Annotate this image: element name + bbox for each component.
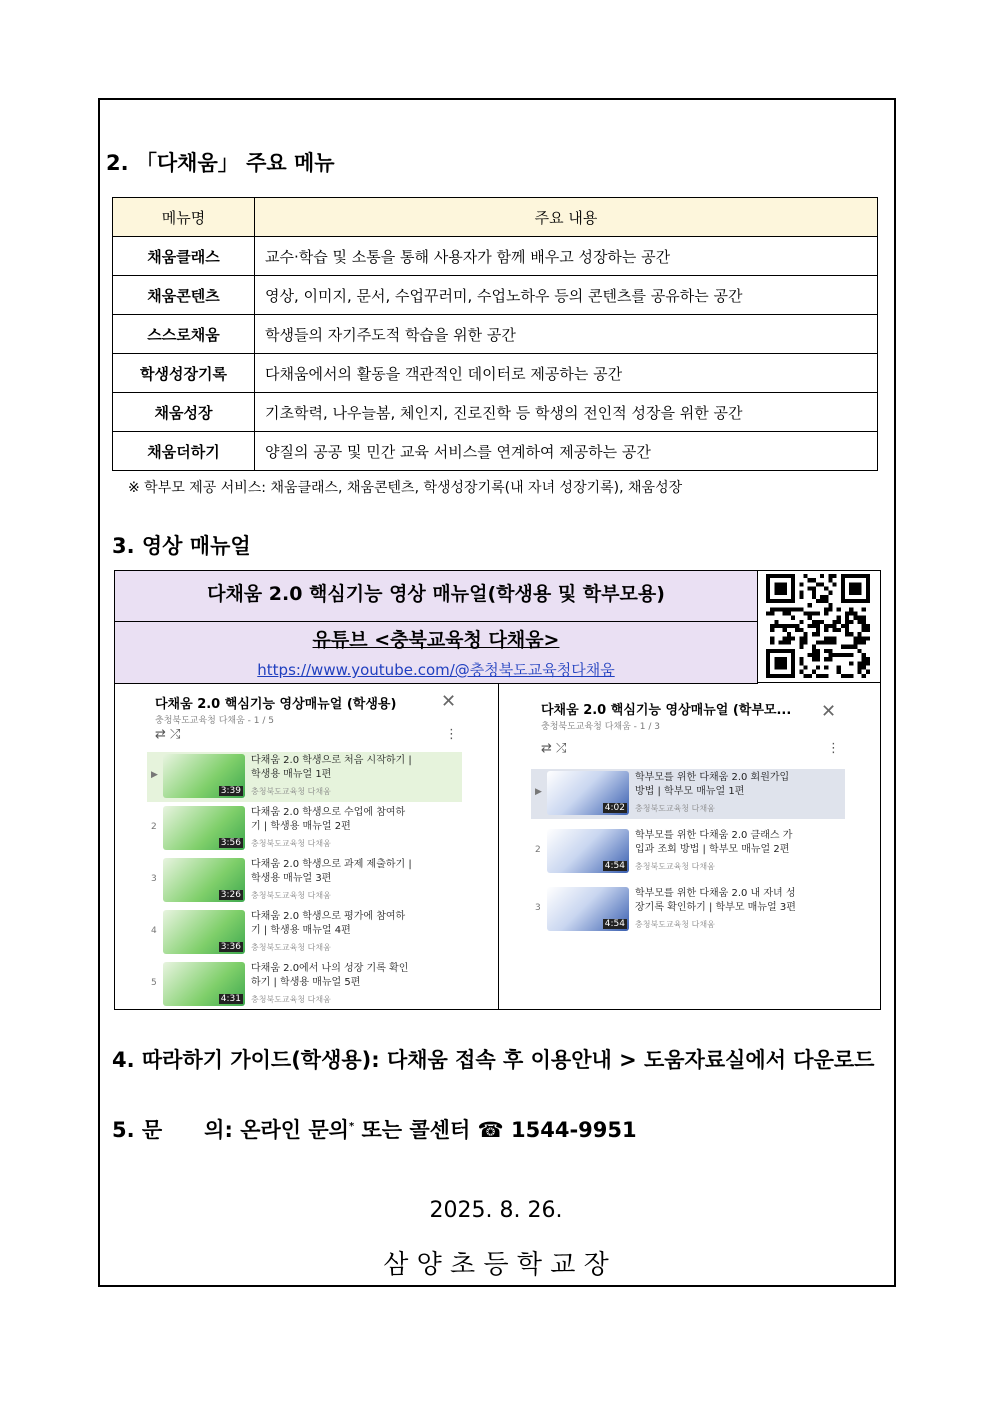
video-title-line2[interactable]: 학생용 매뉴얼 1편 — [251, 769, 332, 780]
menu-name: 채움클래스 — [113, 237, 255, 276]
channel-name: 충청북도교육청 다채움 — [635, 804, 715, 813]
item-index: 5 — [151, 978, 157, 988]
parent-service-note: ※ 학부모 제공 서비스: 채움클래스, 채움콘텐츠, 학생성장기록(내 자녀 성장기록), 채움성장 — [128, 480, 683, 496]
video-title-line1[interactable]: 학부모를 위한 다채움 2.0 회원가입 — [635, 772, 790, 783]
menu-description: 영상, 이미지, 문서, 수업꾸러미, 수업노하우 등의 콘텐츠를 공유하는 공간 — [255, 276, 878, 315]
playlist-item[interactable] — [147, 908, 462, 958]
table-row — [113, 393, 878, 432]
video-duration: 4:54 — [604, 919, 625, 929]
document-date: 2025. 8. 26. — [429, 1198, 563, 1223]
student-playlist-title: 다채움 2.0 핵심기능 영상매뉴얼 (학생용) — [155, 697, 397, 712]
parent-playlist-sub: 충청북도교육청 다채움 - 1 / 3 — [541, 722, 660, 732]
student-playlist-sub: 충청북도교육청 다채움 - 1 / 5 — [155, 716, 274, 726]
item-index: 2 — [151, 822, 157, 832]
video-title-line2[interactable]: 장기록 확인하기 | 학부모 매뉴얼 3편 — [635, 902, 796, 913]
video-manual-box — [114, 570, 881, 1010]
video-title-line2[interactable]: 입과 조회 방법 | 학부모 매뉴얼 2편 — [635, 844, 790, 855]
parent-playlist-title: 다채움 2.0 핵심기능 영상매뉴얼 (학부모... — [541, 703, 792, 718]
video-thumbnail[interactable] — [163, 806, 245, 850]
student-playlist — [115, 683, 499, 1010]
section5-text — [112, 1114, 637, 1144]
item-index: ▶ — [151, 770, 158, 780]
channel-name: 충청북도교육청 다채움 — [251, 839, 331, 848]
repeat-shuffle-icons[interactable]: ⇄ ⤮ — [541, 741, 567, 756]
item-index: 3 — [151, 874, 157, 884]
repeat-shuffle-icons[interactable]: ⇄ ⤮ — [155, 727, 181, 742]
video-title-line1[interactable]: 학부모를 위한 다채움 2.0 클래스 가 — [635, 830, 793, 841]
youtube-channel-link[interactable]: 유튜브 <충북교육청 다채움> — [312, 629, 560, 651]
video-thumbnail[interactable] — [547, 771, 629, 815]
video-duration: 3:39 — [220, 786, 241, 796]
playlist-item[interactable] — [531, 885, 845, 935]
video-title-line1[interactable]: 다채움 2.0 학생으로 평가에 참여하 — [251, 911, 406, 922]
more-icon[interactable]: ⋮ — [827, 741, 840, 756]
video-duration: 4:02 — [604, 803, 625, 813]
table-row — [113, 315, 878, 354]
channel-name: 충청북도교육청 다채움 — [635, 862, 715, 871]
playlist-item[interactable] — [147, 960, 462, 1010]
parent-playlist — [499, 683, 880, 1010]
video-thumbnail[interactable] — [163, 910, 245, 954]
video-manual-header — [115, 571, 758, 684]
video-manual-title: 다채움 2.0 핵심기능 영상 매뉴얼(학생용 및 학부모용) — [207, 583, 665, 605]
video-thumbnail[interactable] — [547, 829, 629, 873]
video-duration: 3:56 — [220, 838, 241, 848]
video-duration: 3:36 — [220, 942, 241, 952]
video-duration: 3:26 — [220, 890, 241, 900]
menu-name: 채움더하기 — [113, 432, 255, 471]
playlist-item[interactable] — [147, 856, 462, 906]
footnote-mark: * — [348, 1121, 355, 1132]
section5-online: 온라인 문의 — [240, 1118, 349, 1142]
video-title-line1[interactable]: 다채움 2.0에서 나의 성장 기록 확인 — [251, 963, 409, 974]
video-title-line1[interactable]: 학부모를 위한 다채움 2.0 내 자녀 성 — [635, 888, 796, 899]
menu-description: 양질의 공공 및 민간 교육 서비스를 연계하여 제공하는 공간 — [255, 432, 878, 471]
close-icon[interactable]: ✕ — [821, 701, 837, 722]
more-icon[interactable]: ⋮ — [445, 727, 458, 742]
video-thumbnail[interactable] — [547, 887, 629, 931]
qr-code-icon[interactable] — [766, 574, 870, 678]
school-principal: 삼 양 초 등 학 교 장 — [383, 1250, 609, 1280]
menu-name: 학생성장기록 — [113, 354, 255, 393]
channel-name: 충청북도교육청 다채움 — [251, 787, 331, 796]
channel-name: 충청북도교육청 다채움 — [635, 920, 715, 929]
table-header-menu: 메뉴명 — [113, 198, 255, 237]
menu-description: 학생들의 자기주도적 학습을 위한 공간 — [255, 315, 878, 354]
video-title-line2[interactable]: 하기 | 학생용 매뉴얼 5편 — [251, 977, 361, 988]
video-thumbnail[interactable] — [163, 858, 245, 902]
video-duration: 4:54 — [604, 861, 625, 871]
playlist-item[interactable] — [147, 752, 462, 802]
channel-name: 충청북도교육청 다채움 — [251, 943, 331, 952]
menu-table — [112, 197, 878, 471]
video-title-line2[interactable]: 기 | 학생용 매뉴얼 4편 — [251, 925, 351, 936]
section2-heading: 2. 「다채움」 주요 메뉴 — [106, 151, 335, 175]
video-title-line2[interactable]: 방법 | 학부모 매뉴얼 1편 — [635, 786, 745, 797]
video-title-line2[interactable]: 학생용 매뉴얼 3편 — [251, 873, 332, 884]
item-index: ▶ — [535, 787, 542, 797]
menu-description: 교수·학습 및 소통을 통해 사용자가 함께 배우고 성장하는 공간 — [255, 237, 878, 276]
menu-description: 기초학력, 나우늘봄, 체인지, 진로진학 등 학생의 전인적 성장을 위한 공간 — [255, 393, 878, 432]
channel-name: 충청북도교육청 다채움 — [251, 891, 331, 900]
playlist-item[interactable] — [147, 804, 462, 854]
video-thumbnail[interactable] — [163, 754, 245, 798]
section5-label: 5. 문 의: — [112, 1118, 233, 1142]
video-title-line1[interactable]: 다채움 2.0 학생으로 처음 시작하기 | — [251, 755, 412, 766]
playlist-item[interactable] — [531, 769, 845, 819]
channel-name: 충청북도교육청 다채움 — [251, 995, 331, 1004]
menu-name: 스스로채움 — [113, 315, 255, 354]
table-row — [113, 432, 878, 471]
table-row — [113, 276, 878, 315]
table-header-content: 주요 내용 — [255, 198, 878, 237]
menu-name: 채움성장 — [113, 393, 255, 432]
menu-name: 채움콘텐츠 — [113, 276, 255, 315]
video-title-line1[interactable]: 다채움 2.0 학생으로 수업에 참여하 — [251, 807, 406, 818]
menu-description: 다채움에서의 활동을 객관적인 데이터로 제공하는 공간 — [255, 354, 878, 393]
item-index: 4 — [151, 926, 157, 936]
youtube-url-link[interactable]: https://www.youtube.com/@충청북도교육청다채움 — [257, 661, 615, 679]
section3-heading: 3. 영상 매뉴얼 — [112, 534, 251, 558]
section4-text: 4. 따라하기 가이드(학생용): 다채움 접속 후 이용안내 > 도움자료실에서 다운로드 — [112, 1048, 875, 1072]
video-title-line2[interactable]: 기 | 학생용 매뉴얼 2편 — [251, 821, 351, 832]
section5-phone: 또는 콜센터 ☎ 1544-9951 — [361, 1118, 637, 1142]
video-thumbnail[interactable] — [163, 962, 245, 1006]
table-row — [113, 354, 878, 393]
close-icon[interactable]: ✕ — [441, 691, 457, 712]
playlist-item[interactable] — [531, 827, 845, 877]
table-row — [113, 237, 878, 276]
item-index: 3 — [535, 903, 541, 913]
item-index: 2 — [535, 845, 541, 855]
video-title-line1[interactable]: 다채움 2.0 학생으로 과제 제출하기 | — [251, 859, 412, 870]
video-duration: 4:31 — [220, 994, 241, 1004]
